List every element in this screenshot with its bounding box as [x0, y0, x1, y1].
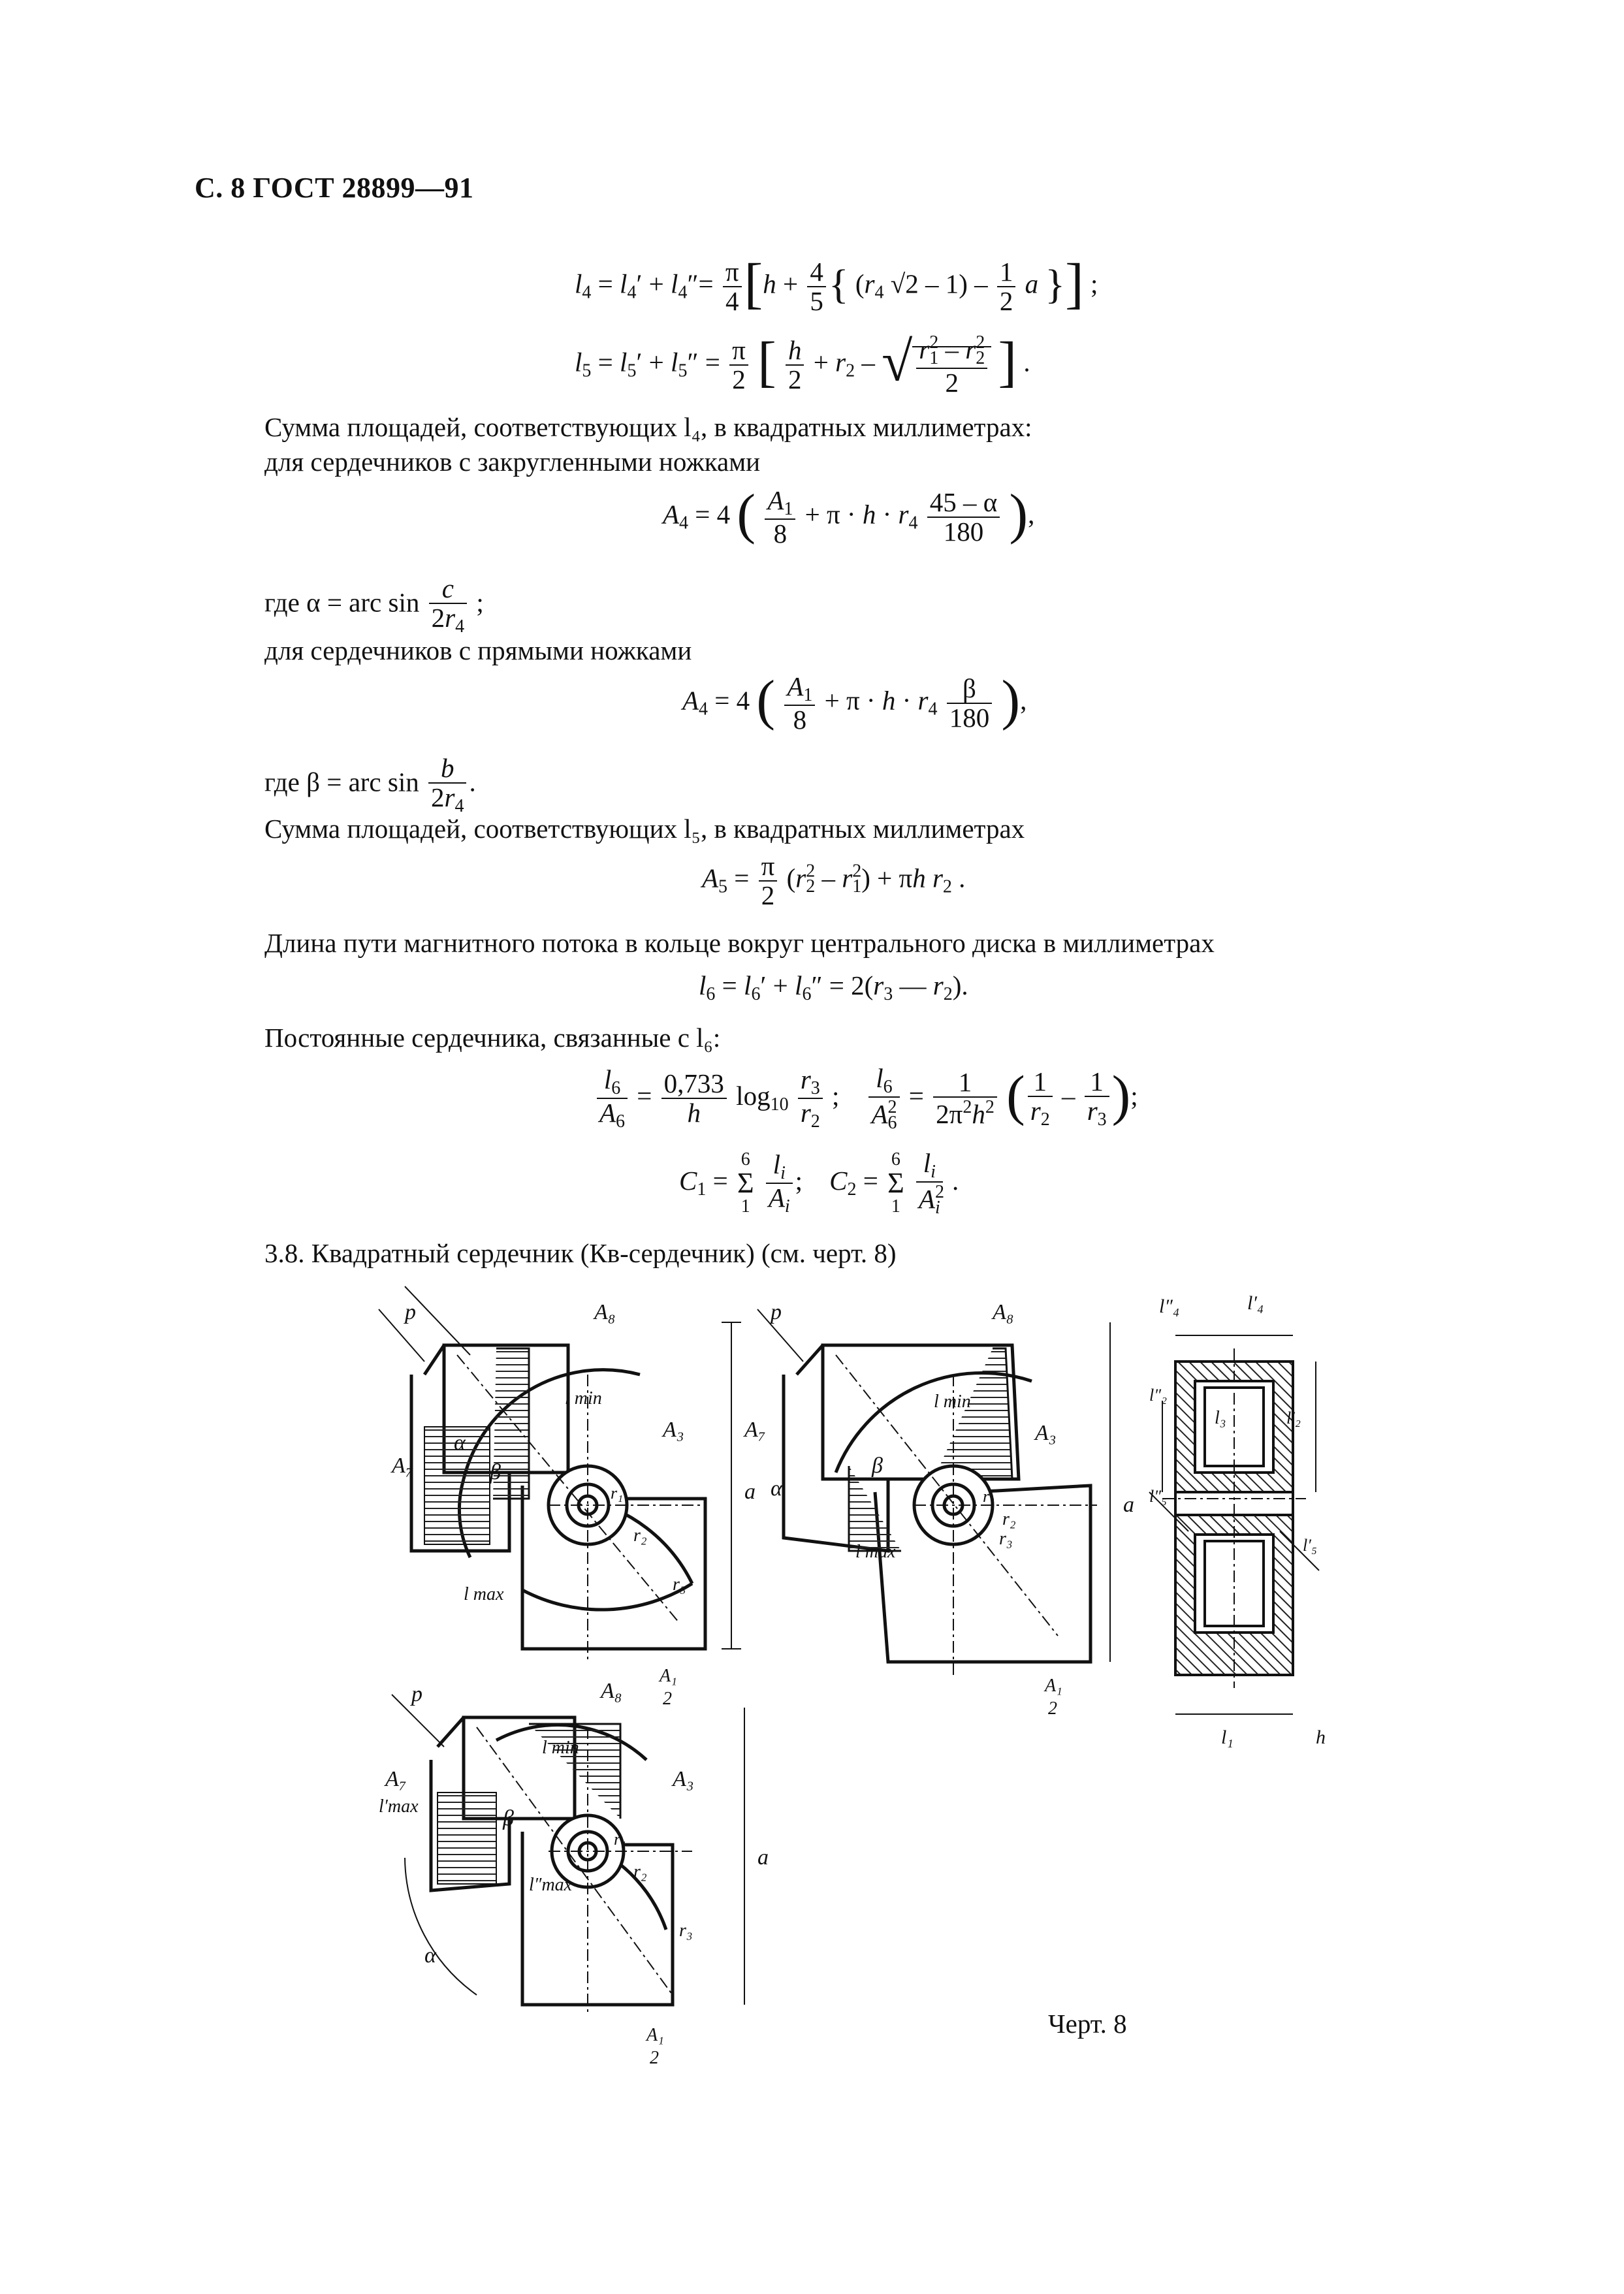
formula-l6: $l_6 = l_6' + l_6'' = 2(r_3$ — $r_2$).: [699, 970, 968, 1004]
alpha-definition: где α = arc sin $\frac{c}{2r_4}$ ;: [264, 573, 484, 637]
svg-text:2: 2: [663, 1689, 672, 1709]
view-straight-core: [757, 1309, 1110, 1675]
svg-text:l′max: l′max: [379, 1796, 419, 1817]
svg-text:A₈: A₈: [601, 1679, 622, 1703]
svg-text:A₈: A₈: [993, 1300, 1014, 1324]
svg-text:l′₄: l′₄: [1247, 1292, 1264, 1314]
svg-text:r₁: r₁: [611, 1484, 624, 1503]
svg-text:l″max: l″max: [529, 1875, 573, 1895]
formula-l5: $l_5 = l_5' + l_5''$ = $\frac{\pi}{2}$ [ $\frac{h}{2}$ + $r_2$ – √ $\frac{r^2_1 - r^2_2}{2}$ ] .: [575, 330, 1030, 398]
svg-text:r₂: r₂: [633, 1862, 647, 1882]
svg-text:l max: l max: [464, 1584, 504, 1604]
svg-text:2: 2: [650, 2048, 659, 2068]
text-rounded-legs: для сердечников с закругленными ножками: [264, 447, 761, 477]
figure-caption: Черт. 8: [1048, 2009, 1127, 2039]
svg-text:l″₄: l″₄: [1159, 1296, 1180, 1317]
svg-text:r₃: r₃: [999, 1529, 1013, 1549]
text-sum-l4: Сумма площадей, соответствующих l₄, в квадратных миллиметрах:: [264, 412, 1032, 442]
svg-text:A₃: A₃: [663, 1418, 684, 1442]
svg-text:a: a: [744, 1480, 756, 1504]
svg-text:l₃: l₃: [1215, 1408, 1226, 1428]
svg-text:β: β: [490, 1460, 501, 1484]
page-header: С. 8 ГОСТ 28899—91: [195, 172, 474, 204]
section-3-8-title: 3.8. Квадратный сердечник (Кв-сердечник) (см. черт. 8): [264, 1238, 897, 1268]
formula-c1-c2: $C_1 = 6$ Σ 1 $\frac{l_i}{A_i}$ ; $C_2 = 6$ Σ 1 $\frac{l_i}{A^2_i}$ .: [679, 1148, 959, 1219]
svg-text:β: β: [872, 1454, 883, 1478]
svg-text:α: α: [424, 1943, 436, 1967]
svg-text:a: a: [1123, 1493, 1134, 1517]
svg-text:A₁: A₁: [1045, 1676, 1062, 1696]
formula-l4: $l_4 = l_4' + l_4''=$ $\frac{\pi}{4}$ [h + $\frac{4}{5}$ { ($r_4$ √2 – 1) – $\frac{1}{2}$ a }] ;: [575, 251, 1098, 317]
svg-text:A₁: A₁: [646, 2025, 664, 2045]
svg-text:r₂: r₂: [1002, 1509, 1016, 1529]
technical-drawing: [366, 1283, 1345, 2086]
text-sum-l5: Сумма площадей, соответствующих l₅, в квадратных миллиметрах: [264, 814, 1025, 844]
svg-text:l′₅: l′₅: [1303, 1536, 1317, 1555]
formula-a4-straight: $A_4 = 4$ ( $\frac{A_1}{8}$ + $\pi \cdot h \cdot r_4$ $\frac{\beta}{180}$ ),: [682, 668, 1027, 735]
text-straight-legs: для сердечников с прямыми ножками: [264, 635, 692, 665]
view-rounded-core: [379, 1286, 741, 1662]
svg-text:l min: l min: [542, 1738, 579, 1758]
svg-text:A₇: A₇: [385, 1767, 407, 1791]
text-path-length: Длина пути магнитного потока в кольце вокруг центрального диска в миллиметрах: [264, 928, 1215, 958]
svg-text:r₃: r₃: [679, 1920, 693, 1941]
svg-text:l max: l max: [855, 1542, 896, 1562]
svg-text:l″₂: l″₂: [1149, 1386, 1168, 1405]
svg-text:l′₂: l′₂: [1286, 1409, 1301, 1427]
svg-text:α: α: [454, 1431, 466, 1455]
svg-text:A₃: A₃: [673, 1767, 694, 1791]
svg-text:A₇: A₇: [392, 1454, 413, 1478]
formula-a5: $A_5$ = $\frac{\pi}{2}$ $(r^2_2 - r^2_1) + \pi h$ $r_2$ .: [702, 851, 966, 911]
svg-text:r₃: r₃: [673, 1574, 686, 1595]
svg-text:l min: l min: [565, 1388, 602, 1409]
svg-text:r₁: r₁: [614, 1830, 627, 1849]
svg-text:r₁: r₁: [983, 1487, 996, 1506]
svg-text:p: p: [411, 1682, 422, 1706]
svg-text:p: p: [405, 1300, 416, 1324]
svg-text:A₃: A₃: [1035, 1421, 1057, 1445]
svg-text:A₁: A₁: [660, 1666, 677, 1686]
view-section: [1149, 1335, 1319, 1714]
text-constants-l6: Постоянные сердечника, связанные с l₆:: [264, 1023, 721, 1053]
formula-l6-constants: $\frac{l_6}{A_6}$ = $\frac{0,733}{h}$ $\log_{10}$ $\frac{r_3}{r_2}$ ; $\frac{l_6}{A^2_6}$ = $\frac{1}{2\pi^2h^2}$ ( $\frac{1}{r_2}$ – $\frac{1}{r_3}$ );: [594, 1064, 1138, 1133]
svg-text:l₁: l₁: [1221, 1727, 1234, 1748]
beta-definition: где β = arc sin $\frac{b}{2r_4}$ .: [264, 753, 476, 817]
svg-text:β: β: [503, 1806, 514, 1830]
formula-a4-rounded: $A_4 = 4$ ( $\frac{A_1}{8}$ + $\pi \cdot h \cdot r_4$ $\frac{45 - \alpha}{180}$ ),: [663, 482, 1035, 549]
svg-text:l min: l min: [934, 1392, 971, 1412]
svg-text:a: a: [757, 1845, 769, 1870]
svg-text:h: h: [1316, 1727, 1326, 1748]
svg-text:l″₅: l″₅: [1149, 1487, 1168, 1506]
svg-text:α: α: [771, 1476, 782, 1501]
svg-text:p: p: [771, 1300, 782, 1324]
svg-text:2: 2: [1048, 1698, 1057, 1719]
svg-text:r₂: r₂: [633, 1525, 647, 1546]
svg-text:A₇: A₇: [744, 1418, 766, 1442]
svg-text:A₈: A₈: [594, 1300, 616, 1324]
